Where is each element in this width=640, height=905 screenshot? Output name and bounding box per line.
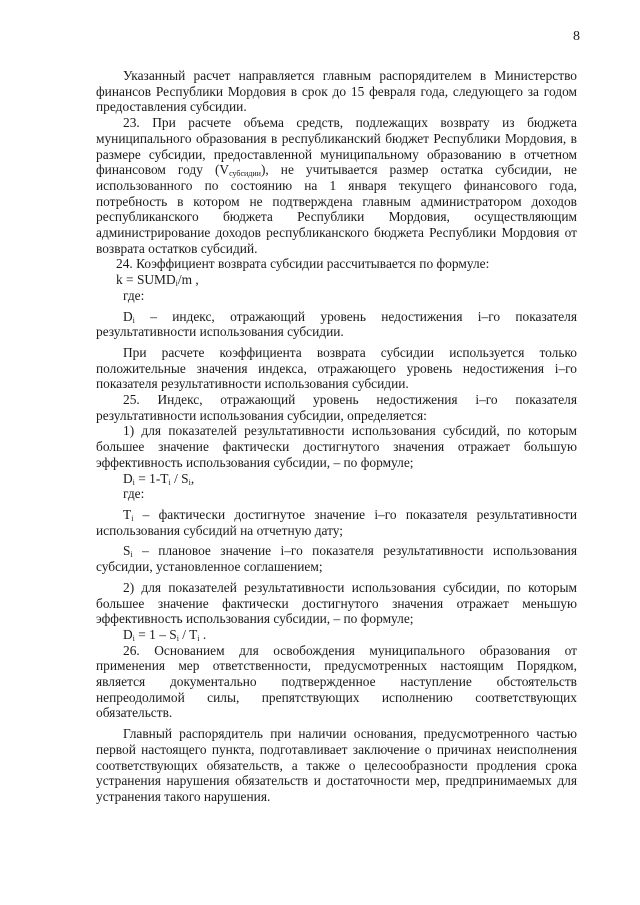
formula-d-1 bbox=[96, 471, 577, 487]
paragraph-23 bbox=[96, 115, 577, 256]
definition-s bbox=[96, 543, 577, 574]
paragraph-25-item-1: 1) для показателей результативности использования субсидий, по которым большее значение фактически достигнутого значения отражает большую эффективность использования субсидии, – по формуле; bbox=[96, 423, 577, 470]
paragraph-23-text-b: ), не учитывается размер остатка субсидии, не использованного по состоянию на 1 января текущего финансового года, потребность в котором не подтверждена главным администратором доходов республиканского бюджета Республики Мордовия, осуществляющим администрирование доходов республиканского бюджета Республики Мордовия от возврата остатков субсидий. bbox=[96, 162, 577, 256]
formula-d2-a: D bbox=[123, 626, 133, 642]
paragraph-conclusion: Главный распорядитель при наличии основания, предусмотренного частью первой настоящего пункта, подготавливает заключение о причинах неисполнения соответствующих обязательств, а также о целесообразности продления срока устранения нарушения обязательств и достаточности мер, предпринимаемых для устранения такого нарушения. bbox=[96, 726, 577, 804]
formula-k-right: /m , bbox=[177, 272, 199, 288]
formula-d1-s2: i bbox=[168, 477, 171, 487]
subscript-subsidy: субсидии bbox=[229, 169, 261, 179]
definition-d-sub: i bbox=[132, 315, 135, 325]
paragraph-25-item-2: 2) для показателей результативности использования субсидии, по которым большее значение фактически достигнутого значения отражает меньшую эффективность использования субсидии, – по формуле; bbox=[96, 579, 577, 627]
definition-s-sub: i bbox=[130, 550, 133, 560]
paragraph-positive-values: При расчете коэффициента возврата субсидии используется только положительные значения индекса, отражающего уровень недостижения i–го показателя результативности использования субсидии. bbox=[96, 344, 577, 392]
formula-d1-a: D bbox=[123, 470, 133, 486]
document-body bbox=[96, 68, 577, 805]
paragraph-23-text-a: 23. При расчете объема средств, подлежащих возврату из бюджета муниципального образования в республиканский бюджет Республики Мордовия, в размере субсидии, предоставленной муниципальному образованию в отчетном финансовом году (V bbox=[96, 115, 577, 178]
definition-s-symbol: S bbox=[123, 543, 131, 559]
paragraph-24: 24. Коэффициент возврата субсидии рассчитывается по формуле: bbox=[116, 256, 490, 272]
formula-d2-s1: i bbox=[132, 633, 135, 643]
formula-d1-b: = 1-T bbox=[134, 470, 169, 486]
definition-d bbox=[96, 309, 577, 340]
definition-t-symbol: T bbox=[123, 506, 132, 522]
definition-s-text: – плановое значение i–го показателя результативности использования субсидии, установленное соглашением; bbox=[96, 543, 577, 575]
paragraph-calculation-sent: Указанный расчет направляется главным распорядителем в Министерство финансов Республики Мордовия в срок до 15 февраля года, следующего за годом предоставления субсидии. bbox=[96, 68, 577, 115]
paragraph-26: 26. Основанием для освобождения муниципального образования от применения мер ответственности, предусмотренных настоящим Порядком, является документально подтвержденное наступление обстоятельств непреодолимой силы, препятствующих исполнению соответствующих обязательств. bbox=[96, 642, 577, 721]
formula-d-2 bbox=[96, 627, 577, 643]
formula-d2-d: . bbox=[199, 626, 207, 642]
definition-d-symbol: D bbox=[123, 308, 133, 324]
formula-d1-c: / S bbox=[170, 470, 189, 486]
formula-d2-c: / T bbox=[178, 626, 198, 642]
definition-d-text: – индекс, отражающий уровень недостижения i–го показателя результативности использования субсидии. bbox=[96, 308, 577, 340]
formula-k bbox=[96, 272, 577, 288]
formula-k-sub: i bbox=[175, 279, 178, 289]
definition-t-text: – фактически достигнутое значение i–го показателя результативности использования субсидий на отчетную дату; bbox=[96, 506, 577, 538]
where-label-2: где: bbox=[123, 486, 145, 502]
formula-d1-s1: i bbox=[132, 477, 135, 487]
paragraph-25: 25. Индекс, отражающий уровень недостижения i–го показателя результативности использования субсидии, определяется: bbox=[96, 392, 577, 423]
where-label-1: где: bbox=[123, 287, 145, 303]
definition-t-sub: i bbox=[131, 513, 134, 523]
formula-d1-d: , bbox=[190, 470, 195, 486]
page-number: 8 bbox=[573, 29, 580, 44]
definition-t bbox=[96, 507, 577, 538]
formula-d2-s2: i bbox=[176, 633, 179, 643]
formula-d2-s3: i bbox=[197, 633, 200, 643]
formula-d2-b: = 1 – S bbox=[134, 626, 177, 642]
formula-k-left: k = SUMD bbox=[116, 272, 176, 288]
formula-d1-s3: i bbox=[188, 477, 191, 487]
